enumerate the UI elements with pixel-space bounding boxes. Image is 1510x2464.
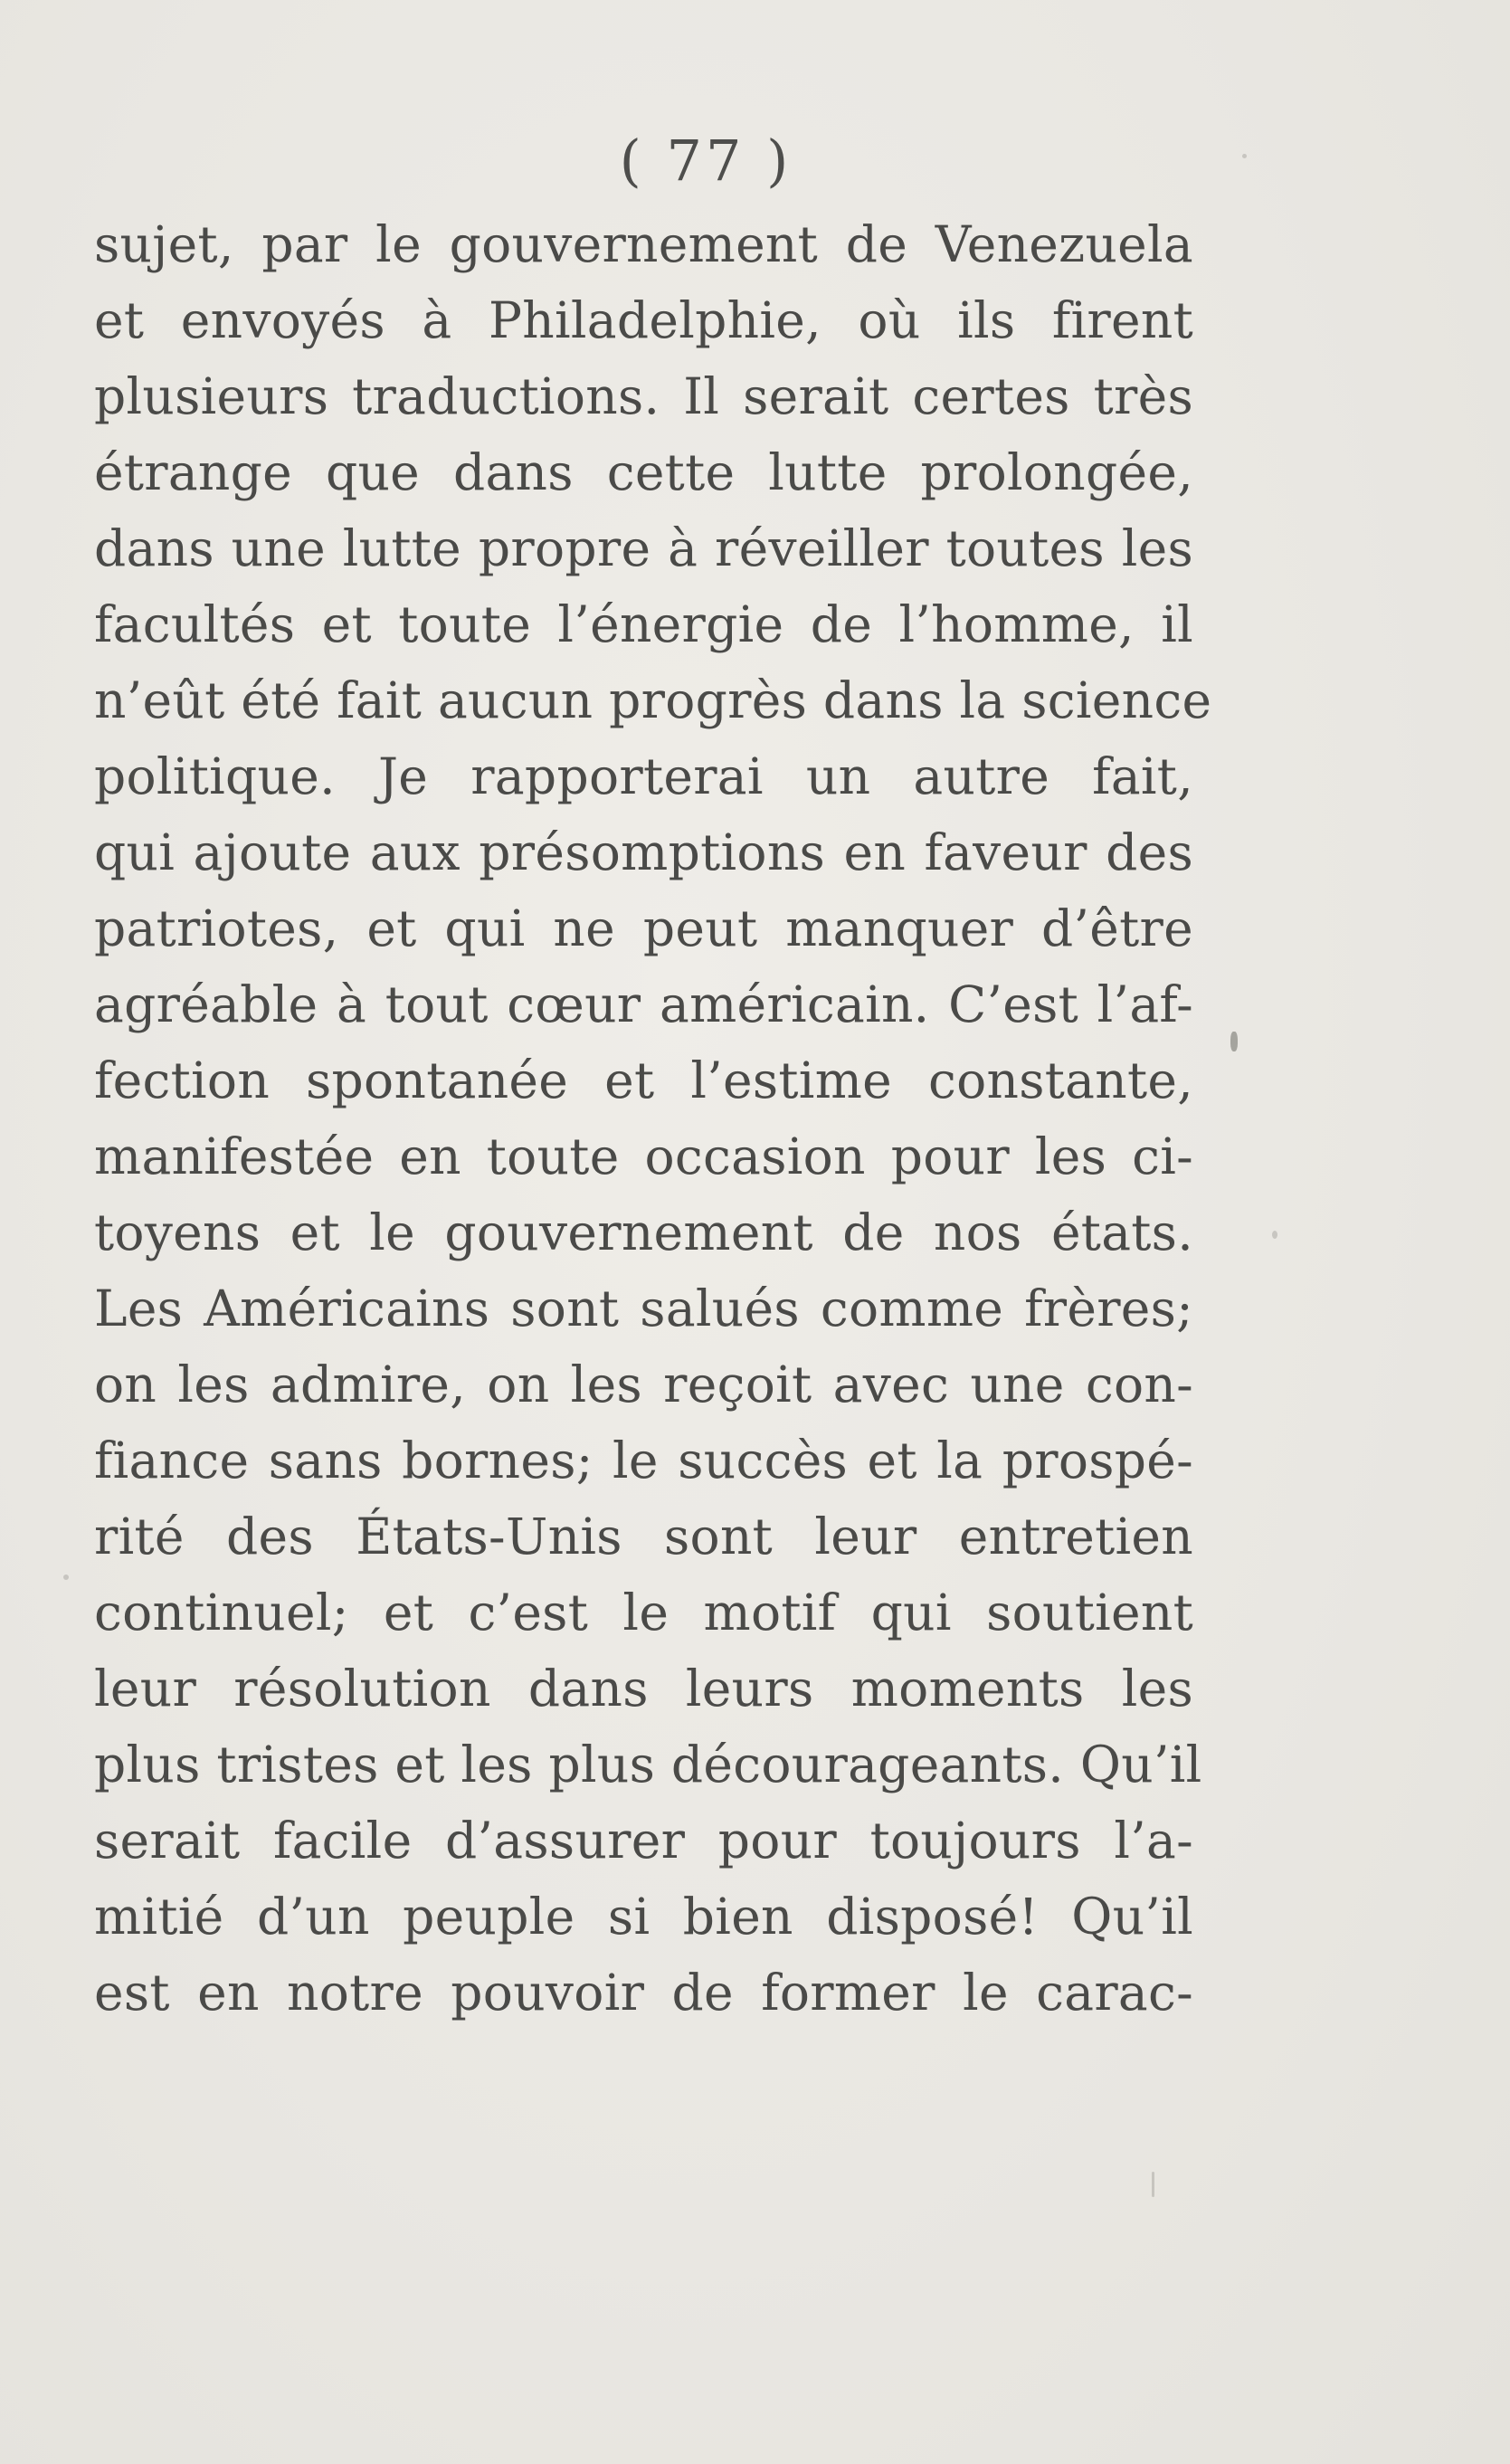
text-line: on les admire, on les reçoit avec une con- — [94, 1356, 1193, 1413]
paper-speck — [63, 1574, 69, 1580]
text-line: fiance sans bornes; le succès et la prospé- — [94, 1432, 1193, 1489]
text-line: rité des États-Unis sont leur entretien — [94, 1508, 1193, 1565]
page-number: ( 77 ) — [619, 128, 793, 194]
text-line: agréable à tout cœur américain. C’est l’af- — [94, 975, 1193, 1033]
paper-speck — [1242, 154, 1247, 158]
body-text — [94, 206, 1212, 2031]
text-line: et envoyés à Philadelphie, où ils firent — [94, 291, 1193, 349]
text-line: qui ajoute aux présomptions en faveur des — [94, 823, 1193, 881]
text-line: mitié d’un peuple si bien disposé! Qu’il — [94, 1888, 1193, 1946]
text-line: manifestée en toute occasion pour les ci- — [94, 1127, 1193, 1185]
text-line: continuel; et c’est le motif qui soutient — [94, 1584, 1193, 1641]
margin-mark — [1230, 1032, 1238, 1051]
text-line: plusieurs traductions. Il serait certes très — [94, 367, 1193, 425]
text-line: facultés et toute l’énergie de l’homme, il — [94, 595, 1193, 653]
text-line: fection spontanée et l’estime constante, — [94, 1051, 1193, 1109]
text-line: leur résolution dans leurs moments les — [94, 1660, 1193, 1717]
text-line: n’eût été fait aucun progrès dans la science — [94, 671, 1212, 729]
text-line: toyens et le gouvernement de nos états. — [94, 1203, 1193, 1261]
text-line: sujet, par le gouvernement de Venezuela — [94, 215, 1193, 273]
text-line: plus tristes et les plus décourageants. Qu’il — [94, 1736, 1202, 1793]
text-line: patriotes, et qui ne peut manquer d’être — [94, 899, 1193, 957]
text-line: politique. Je rapporterai un autre fait, — [94, 747, 1193, 805]
text-line: étrange que dans cette lutte prolongée, — [94, 443, 1193, 501]
text-line: Les Américains sont salués comme frères; — [94, 1280, 1193, 1337]
text-line: serait facile d’assurer pour toujours l’a- — [94, 1812, 1193, 1869]
text-line: dans une lutte propre à réveiller toutes les — [94, 519, 1193, 577]
paper-speck — [1152, 2172, 1154, 2197]
text-line: est en notre pouvoir de former le carac- — [94, 1964, 1193, 2022]
paper-speck — [1272, 1231, 1277, 1239]
